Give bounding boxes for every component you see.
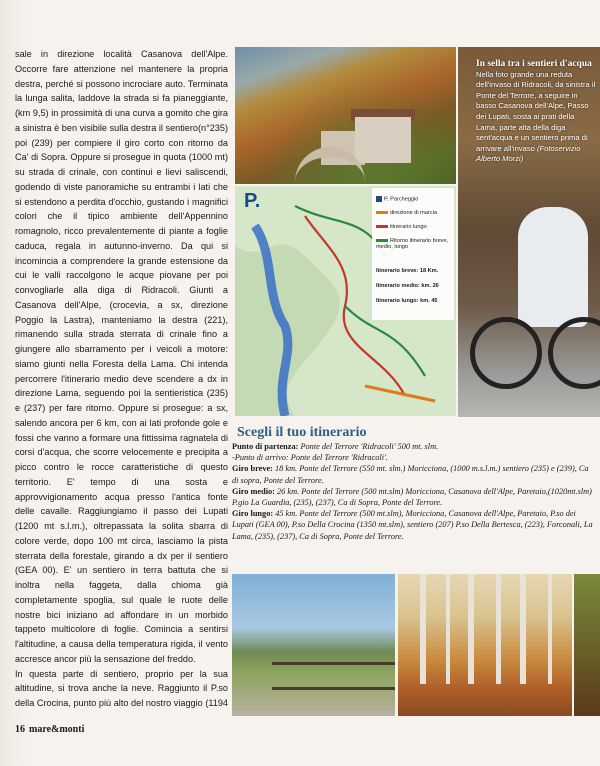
magazine-name: mare&monti xyxy=(29,724,85,735)
article-text-column xyxy=(15,47,228,712)
parking-symbol: P. xyxy=(244,190,261,212)
article-paragraph-2: In questa parte di sentiero, proprio per la sua altitudine, si trova anche la neve. Raggiunto il P.so della Crocina, punto più alto del nostro viaggio (1194 xyxy=(15,668,228,708)
legend-return-route: Ritorno itinerario breve, medio, lungo xyxy=(376,238,449,251)
beech-forest-photo xyxy=(398,574,572,716)
itinerary-details xyxy=(232,441,594,542)
route-short-text: 18 km. Ponte del Terrore (550 mt. slm.) Moricciona, (1000 m.s.l.m.) sentiero (235) e (239), Ca di sopra, Ponte del Terrore. xyxy=(232,464,589,485)
route-long-text: 45 km. Ponte del Terrore (500 mt.slm), Moricciona, Casanova dell'Alpe, Paretaio, P.so dei Lupati (GEA 00), P.so Della Crocina (1350 mt.slm), sentiero (207) P.so Della Bertesca, (223), Forconali, La Lama, (235), (237), Ca di Sopra, Ponte del Terrore. xyxy=(232,509,593,541)
caption-text: Nella foto grande una reduta dell'invaso di Ridracoli, da sinistra il Ponte del Terrore, a seguire in basso Casanova dell'Alpe, Passo dei Lupati, sosta ai prati della Lama, parte alta della diga sent'acqua e un sentiero prima di arrivare all'invaso xyxy=(476,69,596,153)
itinerary-title: Scegli il tuo itinerario xyxy=(237,425,367,440)
legend-length-short: Itinerario breve: 18 Km. xyxy=(376,268,439,274)
legend-length-medium: Itinerario medio: km. 26 xyxy=(376,283,439,289)
route-short-label: Giro breve: xyxy=(232,464,273,474)
article-paragraph-1: sale in direzione località Casanova dell'Alpe. Occorre fare attenzione nel mantenere la propria destra, perché si possono incrociare auto. Terminata la lunga salita, laddove la strada si fa pianeggiante, (km 9,5) in prossimità di una curva a gomito che gira a sinistra è ben visibile sulla destra il sentiero(n°235) poi (239) per compiere il giro corto con ritorno da Ca' di Sopra. Oppure si prosegue in quota (1000 mt) su strada di crinale, con continui e lievi saliscendi, godendo di viste panoramiche su entrambi i lati che si estendono a perdita d'occhio, gustando i magnifici colori che il tipico ambiente dell'Appennino romagnolo, ricco prevalentemente di piante a foglie caduca, regala in autunno-inverno. Da qui si incomincia a comprendere la grande estensione da cui le valli raccolgono le acque piovane per poi convogliarle alla diga di Ridracoli. Giunti a Casanova dell'Alpe, (crocevia, a sx, direzione Poggio la Lastra), manteniamo la destra (221), rimanendo sulla strada sterrata di crinale fino a giungere allo sbarramento per i veicoli a motore: siamo giunti nella Foresta della Lama. Chi intenda percorrere l'itinerario medio deve scendere a dx in direzione Lama, seguendo poi la sentieristica (235) e (237) per fare ritorno. Oppure si prosegue: a sx, salendo ancora per 6 km, con ai lati profonde gole e fossi che vanno a formare una fittissima ragnatela di corsi d'acqua, che scorre velocemente e precipita a picco contro le rocce caratteristiche di questo territorio. E' tempo di una sosta e approvvigionamento acqua presso l'antica fonte delle cavalle. Raggiungiamo il passo dei Lupati (1200 mt s.l.m.), oltrepassata la solita sbarra di colore verde, dopo 100 mt circa, lasciamo la pista sterrata della forestale, girando a dx per il sentiero (GEA 00). E' un sentiero in terra battuta che si inoltra nella faggeta, dalla chioma già completamente spoglia, sul quale le ruote delle nostre bici iniziano ad affondare in un morbido tappeto multicolore di foglie. Comincia a sentirsi l'altitudine, a causa della temperatura rigida, il vento accresce ancor più la sensazione del freddo. xyxy=(15,49,228,664)
edge-photo xyxy=(574,574,600,716)
start-label: Punto di partenza: xyxy=(232,442,299,451)
village-bridge-photo xyxy=(235,47,456,184)
page-number: 16 xyxy=(15,724,25,735)
map-legend xyxy=(372,188,454,320)
page-footer xyxy=(15,724,88,735)
route-medium-label: Giro medio: xyxy=(232,486,275,496)
legend-long-route: itinerario lungo xyxy=(376,224,427,230)
legend-parking: P. Parcheggio xyxy=(376,196,418,203)
caption-title: In sella tra i sentieri d'acqua xyxy=(476,59,592,69)
start-value: Ponte del Terrore 'Ridracoli' 500 mt. slm. xyxy=(300,442,439,451)
caption-credit: (Fotoservizio Alberto Morzi) xyxy=(476,143,581,164)
route-medium-text: 26 km. Ponte del Terrore (500 mt.slm) Moricciona, Casanova dell'Alpe, Paretaio,(1020mt.slm) P.gio La Guardia, (235), (237), Ca di Sopra, Ponte del Terrore. xyxy=(232,486,592,508)
cyclist-photo xyxy=(458,47,600,417)
road-cyclists-photo xyxy=(232,574,395,716)
arrival-text: -Punto di arrivo: Ponte del Terrore 'Ridracoli'. xyxy=(232,453,388,463)
legend-direction: direzione di marcia xyxy=(376,210,437,216)
legend-length-long: Itinerario lungo: km. 45 xyxy=(376,298,438,304)
photo-caption xyxy=(476,59,596,165)
route-long-label: Giro lungo: xyxy=(232,509,274,519)
